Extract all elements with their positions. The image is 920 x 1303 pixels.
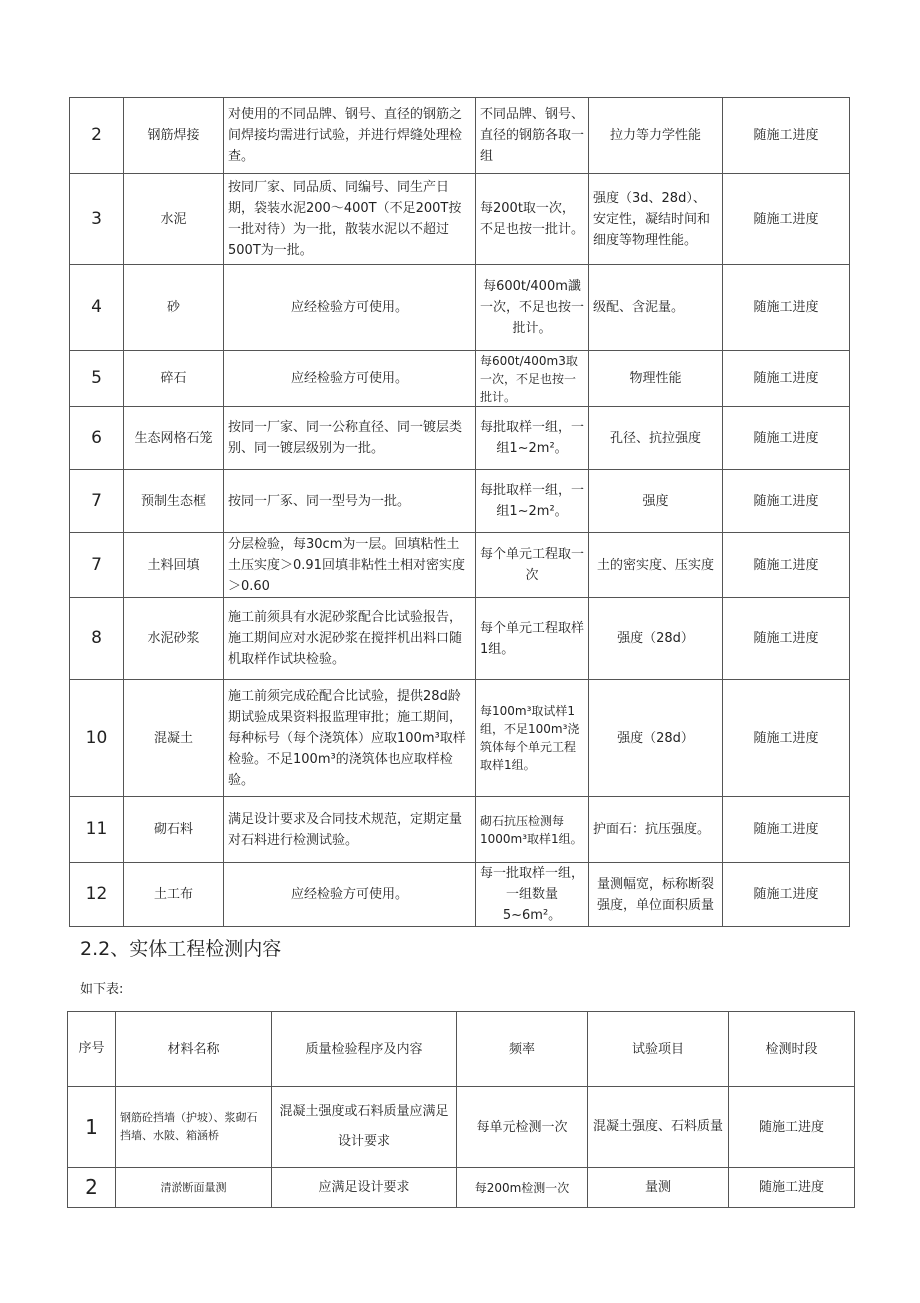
test-period: 随施工进度 (723, 174, 850, 265)
table-row (70, 680, 850, 797)
field-inspection-table (67, 1011, 855, 1208)
header-cell: 频率 (457, 1012, 588, 1087)
row-number: 2 (68, 1168, 116, 1208)
test-period: 随施工进度 (723, 407, 850, 470)
frequency: 每批取样一组，一组1~2m²。 (476, 407, 589, 470)
test-items: 物理性能 (589, 351, 723, 407)
material-name: 水泥砂浆 (124, 598, 224, 680)
table-row (70, 598, 850, 680)
inspection-procedure: 应经检验方可使用。 (224, 265, 476, 351)
inspection-procedure: 对使用的不同品牌、钢号、直径的钢筋之间焊接均需进行试验，并进行焊缝处理检查。 (224, 98, 476, 174)
inspection-procedure: 分层检验，每30cm为一层。回填粘性土土压实度＞0.91回填非粘性土相对密实度＞0.60 (224, 533, 476, 598)
material-name: 钢筋砼挡墙（护坡）、浆砌石挡墙、水陂、箱涵桥 (116, 1087, 272, 1168)
row-number: 6 (70, 407, 124, 470)
header-cell: 质量检验程序及内容 (272, 1012, 457, 1087)
row-number: 7 (70, 470, 124, 533)
inspection-procedure: 应经检验方可使用。 (224, 863, 476, 927)
section-intro: 如下表: (80, 982, 124, 997)
material-test-table (69, 97, 850, 927)
material-name: 碎石 (124, 351, 224, 407)
row-number: 5 (70, 351, 124, 407)
test-items: 孔径、抗拉强度 (589, 407, 723, 470)
test-items: 强度（28d） (589, 598, 723, 680)
test-period: 随施工进度 (723, 598, 850, 680)
row-number: 10 (70, 680, 124, 797)
material-name: 混凝土 (124, 680, 224, 797)
row-number: 7 (70, 533, 124, 598)
test-period: 随施工进度 (723, 470, 850, 533)
test-items: 级配、含泥量。 (589, 265, 723, 351)
test-items: 土的密实度、压实度 (589, 533, 723, 598)
material-name: 清淤断面量测 (116, 1168, 272, 1208)
test-period: 随施工进度 (723, 351, 850, 407)
test-items: 护面石：抗压强度。 (589, 797, 723, 863)
test-items: 强度 (589, 470, 723, 533)
table-row (70, 265, 850, 351)
table-header-row (68, 1012, 855, 1087)
test-items: 量测 (588, 1168, 729, 1208)
inspection-procedure: 按同厂家、同品质、同编号、同生产日期，袋装水泥200～400T（不足200T按一批对待）为一批，散装水泥以不超过500T为一批。 (224, 174, 476, 265)
inspection-procedure: 满足设计要求及合同技术规范，定期定量对石料进行检测试验。 (224, 797, 476, 863)
inspection-procedure: 按同一厂家、同一公称直径、同一镀层类别、同一镀层级别为一批。 (224, 407, 476, 470)
frequency: 砌石抗压检测每1000m³取样1组。 (476, 797, 589, 863)
material-name: 钢筋焊接 (124, 98, 224, 174)
test-period: 随施工进度 (723, 98, 850, 174)
frequency: 每个单元工程取一次 (476, 533, 589, 598)
test-items: 强度（3d、28d）、安定性，凝结时间和细度等物理性能。 (589, 174, 723, 265)
material-name: 砌石料 (124, 797, 224, 863)
test-items: 拉力等力学性能 (589, 98, 723, 174)
table-row (68, 1168, 855, 1208)
table-row (70, 533, 850, 598)
table-row (68, 1087, 855, 1168)
material-name: 土工布 (124, 863, 224, 927)
frequency: 每一批取样一组，一组数量5~6m²。 (476, 863, 589, 927)
header-cell: 序号 (68, 1012, 116, 1087)
frequency: 每200m检测一次 (457, 1168, 588, 1208)
material-name: 水泥 (124, 174, 224, 265)
frequency: 每600t/400m3取一次，不足也按一批计。 (476, 351, 589, 407)
row-number: 8 (70, 598, 124, 680)
row-number: 2 (70, 98, 124, 174)
row-number: 3 (70, 174, 124, 265)
row-number: 4 (70, 265, 124, 351)
frequency: 每单元检测一次 (457, 1087, 588, 1168)
test-period: 随施工进度 (723, 265, 850, 351)
frequency: 每批取样一组，一组1~2m²。 (476, 470, 589, 533)
inspection-procedure: 施工前须具有水泥砂浆配合比试验报告，施工期间应对水泥砂浆在搅拌机出料口随机取样作试块检验。 (224, 598, 476, 680)
test-period: 随施工进度 (729, 1168, 855, 1208)
frequency: 每600t/400m讖一次，不足也按一批计。 (476, 265, 589, 351)
table-row (70, 797, 850, 863)
test-period: 随施工进度 (723, 863, 850, 927)
material-name: 预制生态框 (124, 470, 224, 533)
test-items: 强度（28d） (589, 680, 723, 797)
test-period: 随施工进度 (729, 1087, 855, 1168)
row-number: 1 (68, 1087, 116, 1168)
material-name: 生态网格石笼 (124, 407, 224, 470)
table-row (70, 863, 850, 927)
inspection-procedure: 施工前须完成砼配合比试验，提供28d龄期试验成果资料报监理审批；施工期间，每种标号（每个浇筑体）应取100m³取样检验。不足100m³的浇筑体也应取样检验。 (224, 680, 476, 797)
frequency: 每200t取一次，不足也按一批计。 (476, 174, 589, 265)
test-period: 随施工进度 (723, 797, 850, 863)
row-number: 11 (70, 797, 124, 863)
table-row (70, 98, 850, 174)
row-number: 12 (70, 863, 124, 927)
inspection-procedure: 按同一厂豖、同一型号为一批。 (224, 470, 476, 533)
header-cell: 试验项目 (588, 1012, 729, 1087)
frequency: 每100m³取试样1组，不足100m³浇筑体每个单元工程取样1组。 (476, 680, 589, 797)
table-row (70, 470, 850, 533)
inspection-procedure: 应经检验方可使用。 (224, 351, 476, 407)
inspection-procedure: 应满足设计要求 (272, 1168, 457, 1208)
table-row (70, 407, 850, 470)
table-row (70, 351, 850, 407)
material-name: 砂 (124, 265, 224, 351)
test-period: 随施工进度 (723, 680, 850, 797)
section-heading: 2.2、实体工程检测内容 (80, 938, 282, 960)
test-period: 随施工进度 (723, 533, 850, 598)
header-cell: 材料名称 (116, 1012, 272, 1087)
frequency: 每个单元工程取样1组。 (476, 598, 589, 680)
test-items: 混凝土强度、石料质量 (588, 1087, 729, 1168)
material-name: 土料回填 (124, 533, 224, 598)
inspection-procedure: 混凝土强度或石料质量应满足设计要求 (272, 1087, 457, 1168)
frequency: 不同品牌、钢号、直径的钢筋各取一组 (476, 98, 589, 174)
test-items: 量测幅宽，标称断裂强度，单位面积质量 (589, 863, 723, 927)
table-row (70, 174, 850, 265)
header-cell: 检测时段 (729, 1012, 855, 1087)
